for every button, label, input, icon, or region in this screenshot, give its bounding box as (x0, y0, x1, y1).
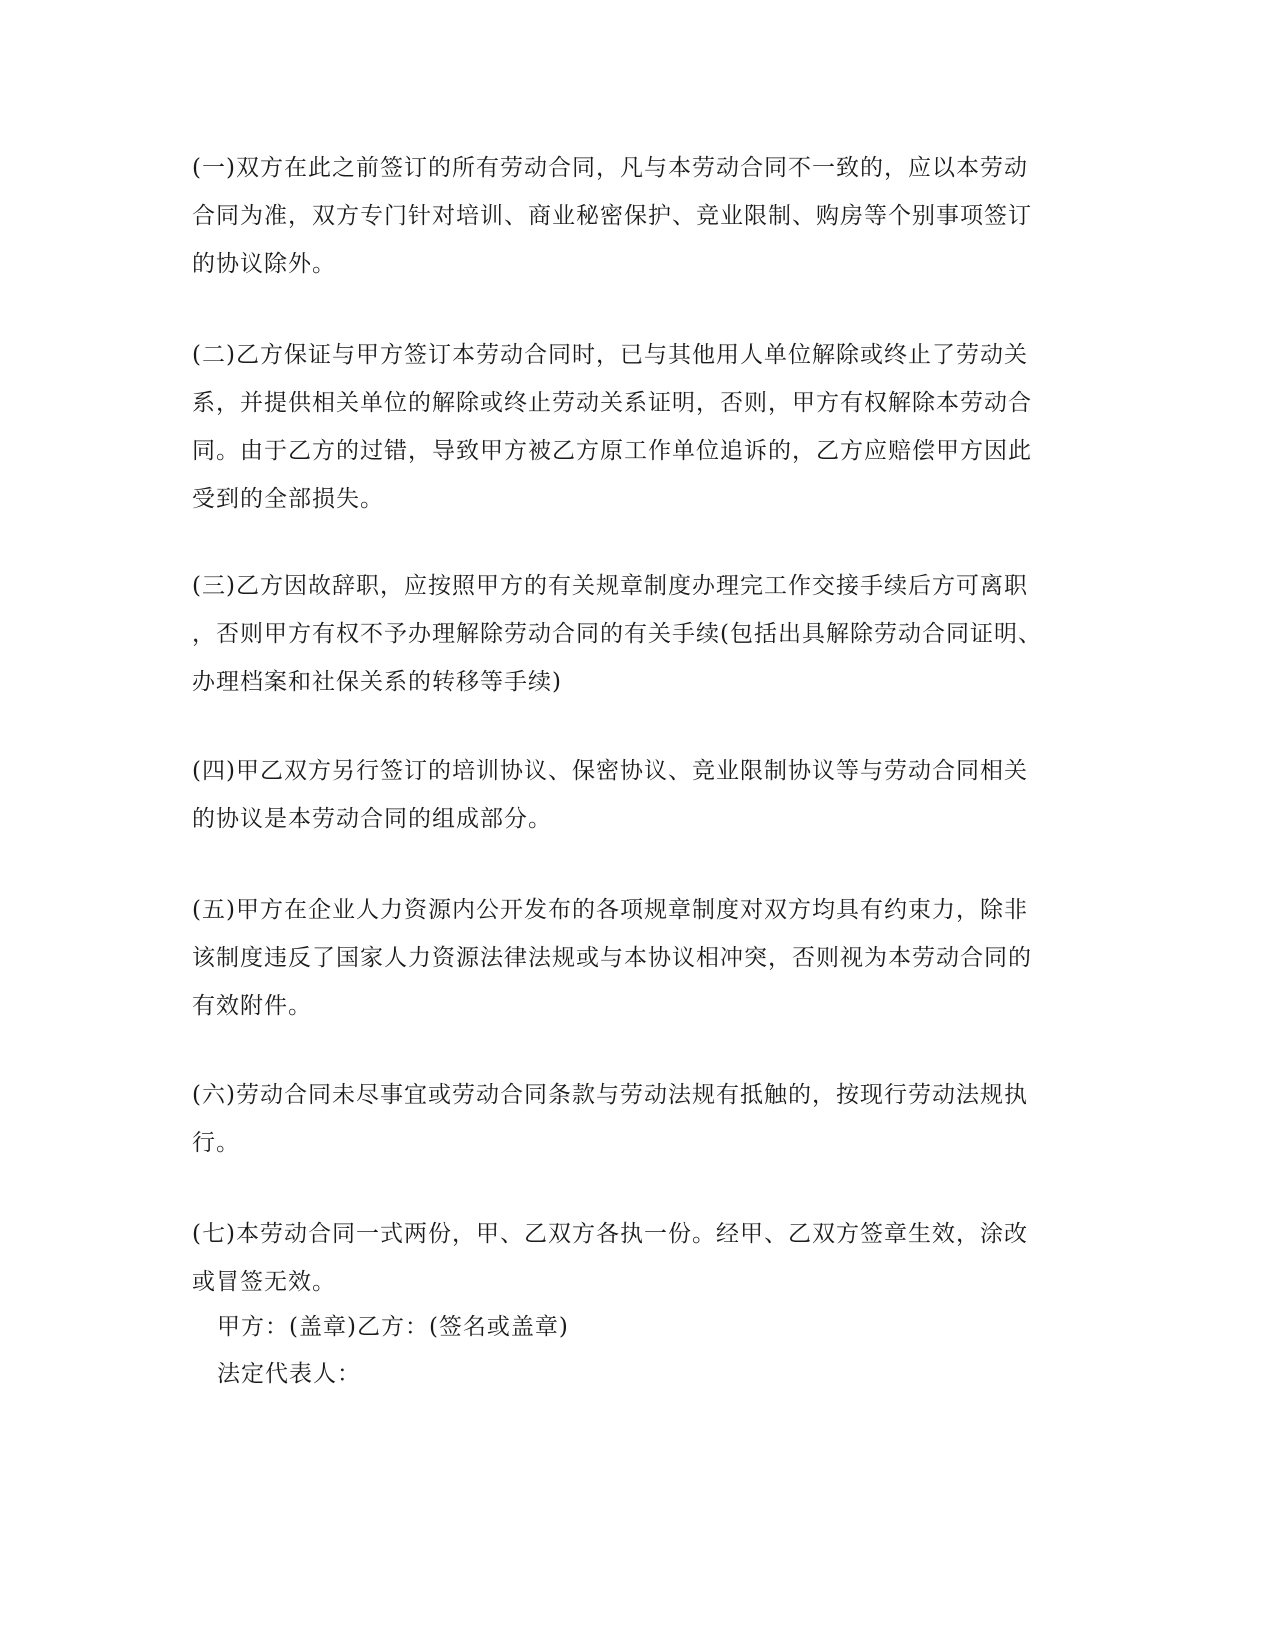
clause-line: (四)甲乙双方另行签订的培训协议、保密协议、竞业限制协议等与劳动合同相关 (192, 758, 1028, 784)
clause-line: (三)乙方因故辞职，应按照甲方的有关规章制度办理完工作交接手续后方可离职 (192, 573, 1028, 599)
clause-5 (192, 886, 1072, 1030)
clause-line: 或冒签无效。 (192, 1269, 336, 1295)
clause-line: 办理档案和社保关系的转移等手续) (192, 669, 562, 695)
clause-line: (六)劳动合同未尽事宜或劳动合同条款与劳动法规有抵触的，按现行劳动法规执 (192, 1082, 1028, 1108)
clause-line: (二)乙方保证与甲方签订本劳动合同时，已与其他用人单位解除或终止了劳动关 (192, 342, 1028, 368)
clause-6 (192, 1071, 1072, 1167)
clause-line: 的协议是本劳动合同的组成部分。 (192, 806, 552, 832)
clause-line: 的协议除外。 (192, 251, 336, 277)
clause-line: 行。 (192, 1130, 240, 1156)
clause-line: 系，并提供相关单位的解除或终止劳动关系证明，否则，甲方有权解除本劳动合 (192, 390, 1032, 416)
clause-line: (七)本劳动合同一式两份，甲、乙双方各执一份。经甲、乙双方签章生效，涂改 (192, 1221, 1028, 1247)
clause-1 (192, 144, 1072, 288)
signature-parties: 甲方：(盖章)乙方：(签名或盖章) (217, 1314, 569, 1340)
clause-line: (五)甲方在企业人力资源内公开发布的各项规章制度对双方均具有约束力，除非 (192, 897, 1028, 923)
clause-line: 受到的全部损失。 (192, 486, 384, 512)
clause-4 (192, 747, 1072, 843)
clause-2 (192, 331, 1072, 523)
clause-line: (一)双方在此之前签订的所有劳动合同，凡与本劳动合同不一致的，应以本劳动 (192, 155, 1028, 181)
clause-line: 该制度违反了国家人力资源法律法规或与本协议相冲突，否则视为本劳动合同的 (192, 945, 1032, 971)
clause-line: 有效附件。 (192, 993, 312, 1019)
signature-legal-rep: 法定代表人： (217, 1361, 361, 1387)
clause-3 (192, 562, 1072, 706)
clause-7 (192, 1210, 1072, 1306)
clause-line: 合同为准，双方专门针对培训、商业秘密保护、竞业限制、购房等个别事项签订 (192, 203, 1032, 229)
clause-line: ，否则甲方有权不予办理解除劳动合同的有关手续(包括出具解除劳动合同证明、 (192, 621, 1042, 647)
clause-line: 同。由于乙方的过错，导致甲方被乙方原工作单位追诉的，乙方应赔偿甲方因此 (192, 438, 1032, 464)
